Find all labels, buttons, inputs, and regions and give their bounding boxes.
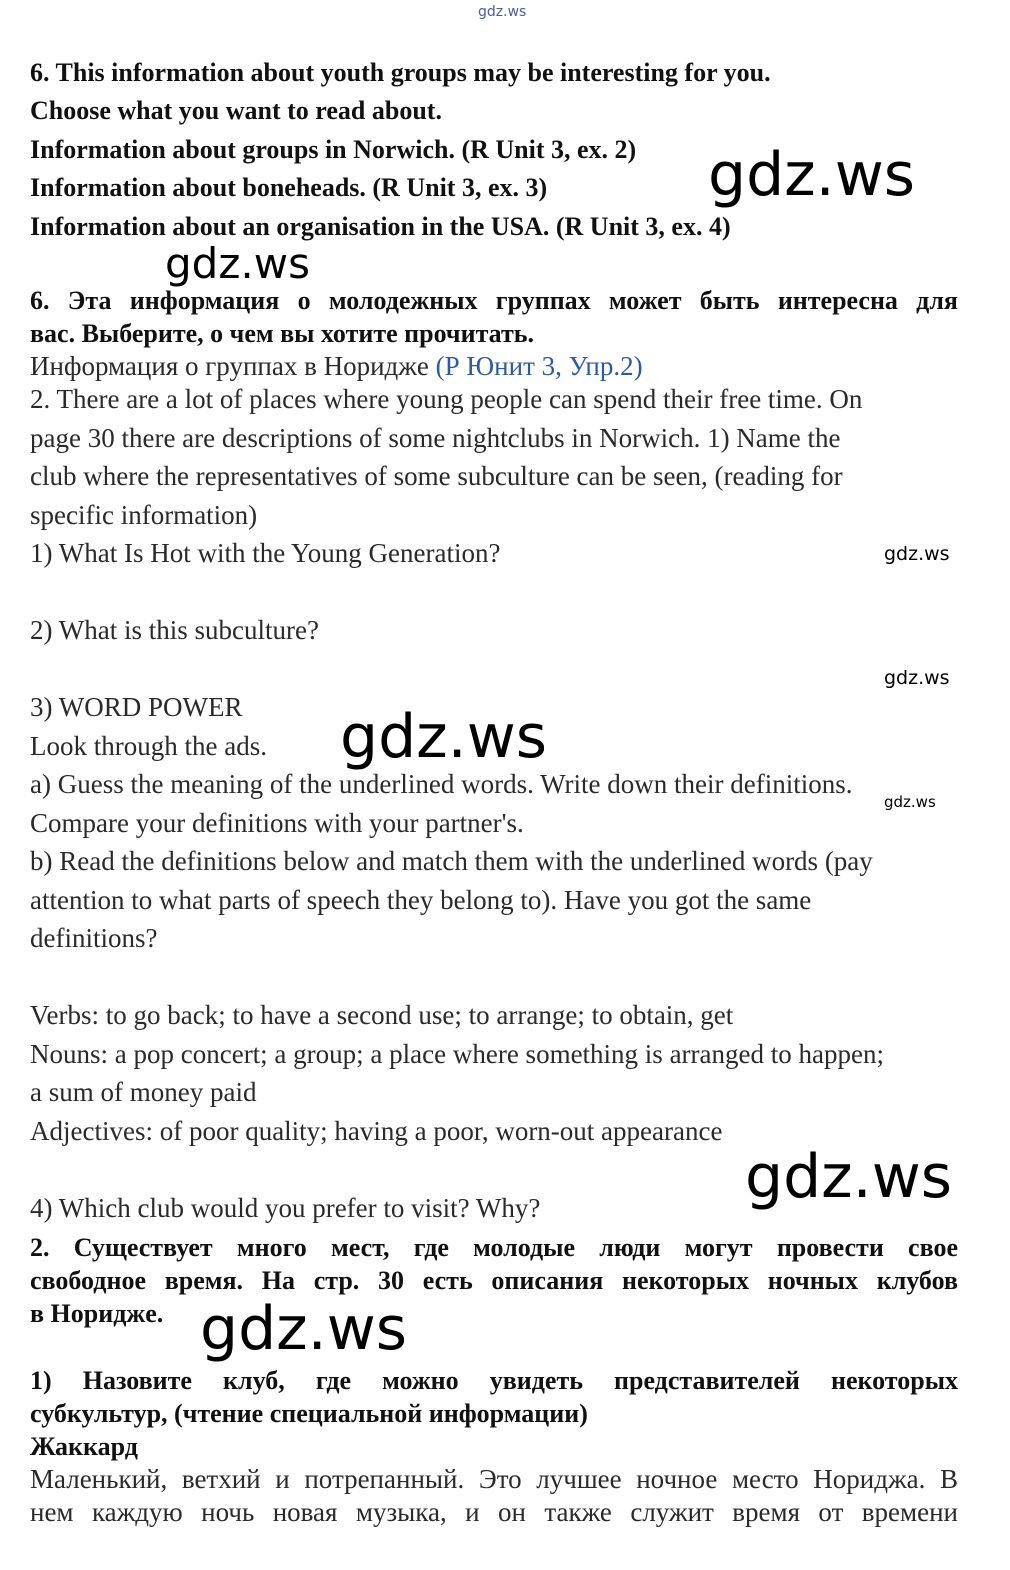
ru-task6-line1: 6. Эта информация о молодежных группах может быть интересна для [30,286,958,315]
ex2-q3-a2: Compare your definitions with your partner's. [30,808,524,838]
ex2-q3-b2: attention to what parts of speech they belong to). Have you got the same [30,885,812,915]
ru-ex2-p1-line3: в Нориджe. [30,1299,164,1328]
ex2-q3-title: 3) WORD POWER [30,692,243,722]
watermark-6: gdz.ws [884,793,936,811]
ex2-q4: 4) Which club would you prefer to visit? Why? [30,1193,541,1223]
ru-ex2-p2-line2: субкультур, (чтение специальной информации) [30,1399,588,1428]
ex2-q3-b3: definitions? [30,923,158,953]
ex2-q2: 2) What is this subculture? [30,615,319,645]
ru-ex2-p1-line1: 2. Существует много мест, где молодые люди могут провести свое [30,1233,958,1262]
watermark-4: gdz.ws [884,667,950,689]
task6-option-boneheads: Information about boneheads. (R Unit 3, ex. 3) [30,173,548,202]
ex2-q3-b1: b) Read the definitions below and match them with the underlined words (pay [30,846,873,876]
ex2-line2: page 30 there are descriptions of some nightclubs in Norwich. 1) Name the [30,423,841,453]
top-watermark: gdz.ws [478,4,527,20]
watermark-8: gdz.ws [200,1294,408,1364]
ex2-line1: 2. There are a lot of places where young people can spend their free time. On [30,384,863,414]
ru-club-desc-1: Маленький, ветхий и потрепанный. Это лучшее ночное место Нориджа. В [30,1464,958,1494]
ru-club-name: Жаккард [30,1432,138,1461]
watermark-5: gdz.ws [340,702,548,772]
ex2-q3-intro: Look through the ads. [30,731,267,761]
watermark-7: gdz.ws [745,1142,953,1212]
ru-club-desc-2: нем каждую ночь новая музыка, и он также служит время от времени [30,1497,958,1527]
ru-ex2-p1-line2: свободное время. На стр. 30 есть описания некоторых ночных клубов [30,1266,958,1295]
task6-option-norwich: Information about groups in Norwich. (R Unit 3, ex. 2) [30,135,637,164]
ru-ex2-p2-line1: 1) Назовите клуб, где можно увидеть представителей некоторых [30,1366,958,1395]
ex2-q3-a1: a) Guess the meaning of the underlined words. Write down their definitions. [30,769,853,799]
task6-heading: 6. This information about youth groups may be interesting for you. [30,58,771,87]
ex2-adjectives: Adjectives: of poor quality; having a poor, worn-out appearance [30,1116,723,1146]
ru-task6-line2: вас. Выберите, о чем вы хотите прочитать. [30,319,535,348]
watermark-1: gdz.ws [708,140,916,210]
ru-info-link[interactable]: (Р Юнит 3, Упр.2) [435,351,643,381]
ex2-line3: club where the representatives of some subculture can be seen, (reading for [30,461,843,491]
ex2-q1: 1) What Is Hot with the Young Generation? [30,538,501,568]
ex2-verbs: Verbs: to go back; to have a second use; to arrange; to obtain, get [30,1000,734,1030]
ex2-nouns-1: Nouns: a pop concert; a group; a place where something is arranged to happen; [30,1039,884,1069]
watermark-3: gdz.ws [884,543,950,565]
task6-option-usa: Information about an organisation in the USA. (R Unit 3, ex. 4) [30,212,731,241]
ex2-nouns-2: a sum of money paid [30,1077,257,1107]
task6-instruction: Choose what you want to read about. [30,96,442,125]
ru-info-text: Информация о группах в Нориджe [30,351,436,381]
watermark-2: gdz.ws [165,239,310,288]
ex2-line4: specific information) [30,500,258,530]
